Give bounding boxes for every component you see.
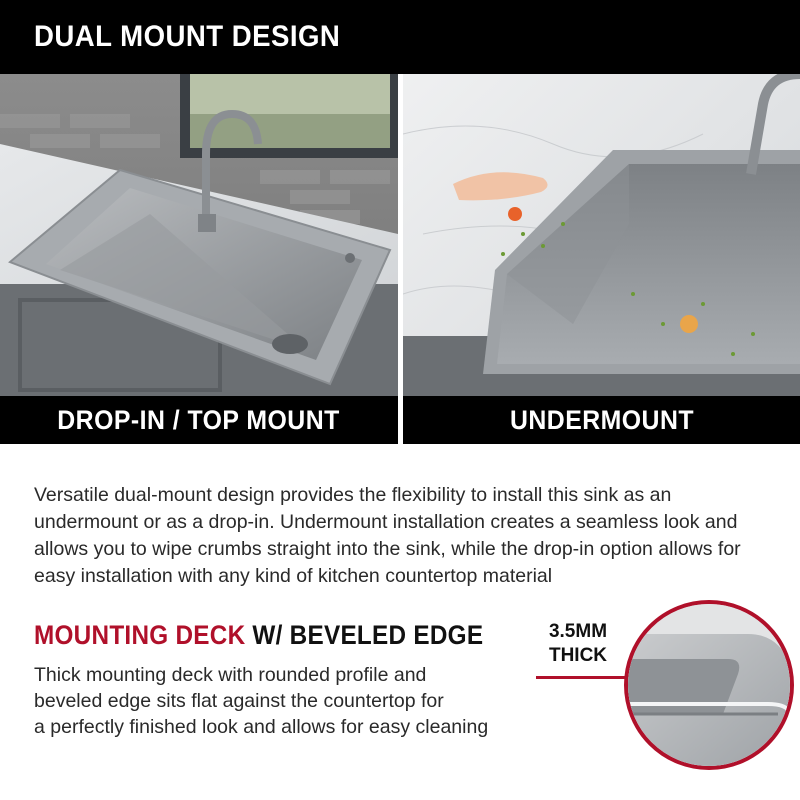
feature-heading xyxy=(34,620,483,651)
feature-body-line: beveled edge sits flat against the countertop for xyxy=(34,690,444,712)
feature-heading-rest: W/ BEVELED EDGE xyxy=(252,620,484,650)
beveled-edge-illustration xyxy=(628,604,790,766)
drop-in-panel xyxy=(0,74,398,444)
undermount-caption-bar xyxy=(403,396,800,444)
feature-body xyxy=(34,662,514,740)
feature-heading-accent: MOUNTING DECK xyxy=(34,620,246,650)
undermount-sink-illustration xyxy=(403,74,800,444)
undermount-caption: UNDERMOUNT xyxy=(509,404,694,435)
description-text: Versatile dual-mount design provides the flexibility to install this sink as an undermount or as a drop-in. Undermount installation creates a seamless look and allows you to wipe crumbs straight into the sink, while the drop-in option allows for easy installation with any kind of kitchen countertop material xyxy=(34,484,741,587)
feature-body-line: a perfectly finished look and allows for easy cleaning xyxy=(34,716,489,738)
thickness-callout-label xyxy=(538,620,618,668)
header-bar xyxy=(0,0,800,74)
drop-in-caption: DROP-IN / TOP MOUNT xyxy=(57,404,341,435)
beveled-edge-detail-image xyxy=(624,600,794,770)
drop-in-caption-bar xyxy=(0,396,398,444)
undermount-panel xyxy=(403,74,800,444)
feature-body-line: Thick mounting deck with rounded profile and xyxy=(34,664,427,686)
page-title: DUAL MOUNT DESIGN xyxy=(34,20,341,53)
thickness-value: 3.5MM xyxy=(548,621,608,642)
callout-pointer-line xyxy=(536,676,628,679)
drop-in-sink-illustration xyxy=(0,74,398,444)
thickness-unit-label: THICK xyxy=(548,645,608,666)
